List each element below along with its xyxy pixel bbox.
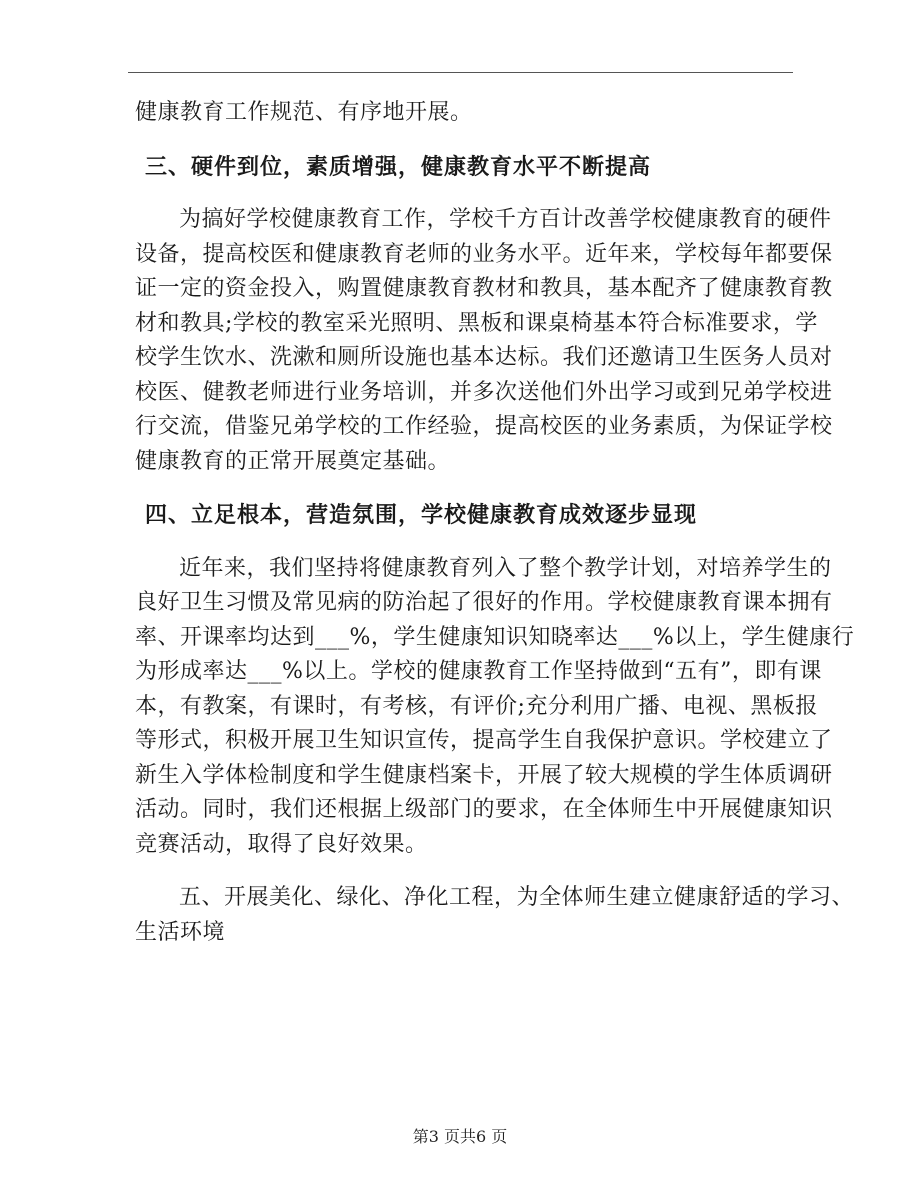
paragraph-line: 竞赛活动，取得了良好效果。 <box>135 831 428 857</box>
paragraph-line: 材和教具;学校的教室采光照明、黑板和课桌椅基本符合标准要求，学 <box>135 310 818 336</box>
section-4-heading: 四、立足根本，营造氛围，学校健康教育成效逐步显现 <box>145 502 698 528</box>
paragraph-line: 为形成率达___%以上。学校的健康教育工作坚持做到“五有”，即有课 <box>135 659 822 684</box>
section-3-paragraph <box>135 203 833 479</box>
paragraph-line: 为搞好学校健康教育工作，学校千方百计改善学校健康教育的硬件 <box>179 207 832 232</box>
paragraph-line: 活动。同时，我们还根据上级部门的要求，在全体师生中开展健康知识 <box>135 797 833 822</box>
paragraph-line: 五、开展美化、绿化、净化工程，为全体师生建立健康舒适的学习、 <box>179 885 855 910</box>
paragraph-line: 健康教育的正常开展奠定基础。 <box>135 448 451 474</box>
paragraph-line: 新生入学体检制度和学生健康档案卡，开展了较大规模的学生体质调研 <box>135 762 833 788</box>
section-5-paragraph <box>135 881 855 950</box>
section-4-paragraph <box>135 552 855 863</box>
continuation-paragraph <box>135 96 785 131</box>
document-body <box>135 96 855 969</box>
paragraph-line: 率、开课率均达到___%，学生健康知识知晓率达___%以上，学生健康行 <box>135 624 855 650</box>
paragraph-line: 证一定的资金投入，购置健康教育教材和教具，基本配齐了健康教育教 <box>135 276 833 301</box>
paragraph-line: 等形式，积极开展卫生知识宣传，提高学生自我保护意识。学校建立了 <box>135 728 833 753</box>
paragraph-line: 良好卫生习惯及常见病的防治起了很好的作用。学校健康教育课本拥有 <box>135 590 833 615</box>
paragraph-line: 行交流，借鉴兄弟学校的工作经验，提高校医的业务素质，为保证学校 <box>135 414 833 439</box>
paragraph-line: 近年来，我们坚持将健康教育列入了整个教学计划，对培养学生的 <box>179 555 832 581</box>
section-3-heading: 三、硬件到位，素质增强，健康教育水平不断提高 <box>145 153 652 180</box>
paragraph-line: 校学生饮水、洗漱和厕所设施也基本达标。我们还邀请卫生医务人员对 <box>135 345 833 370</box>
paragraph-line: 校医、健教老师进行业务培训，并多次送他们外出学习或到兄弟学校进 <box>135 379 833 405</box>
paragraph-line: 设备，提高校医和健康教育老师的业务水平。近年来，学校每年都要保 <box>135 241 833 267</box>
paragraph-line: 生活环境 <box>135 919 226 945</box>
paragraph-line: 健康教育工作规范、有序地开展。 <box>135 100 473 125</box>
header-rule <box>128 72 793 73</box>
paragraph-line: 本，有教案，有课时，有考核，有评价;充分利用广播、电视、黑板报 <box>135 693 818 719</box>
page-number: 第3 页共6 页 <box>412 1127 508 1146</box>
